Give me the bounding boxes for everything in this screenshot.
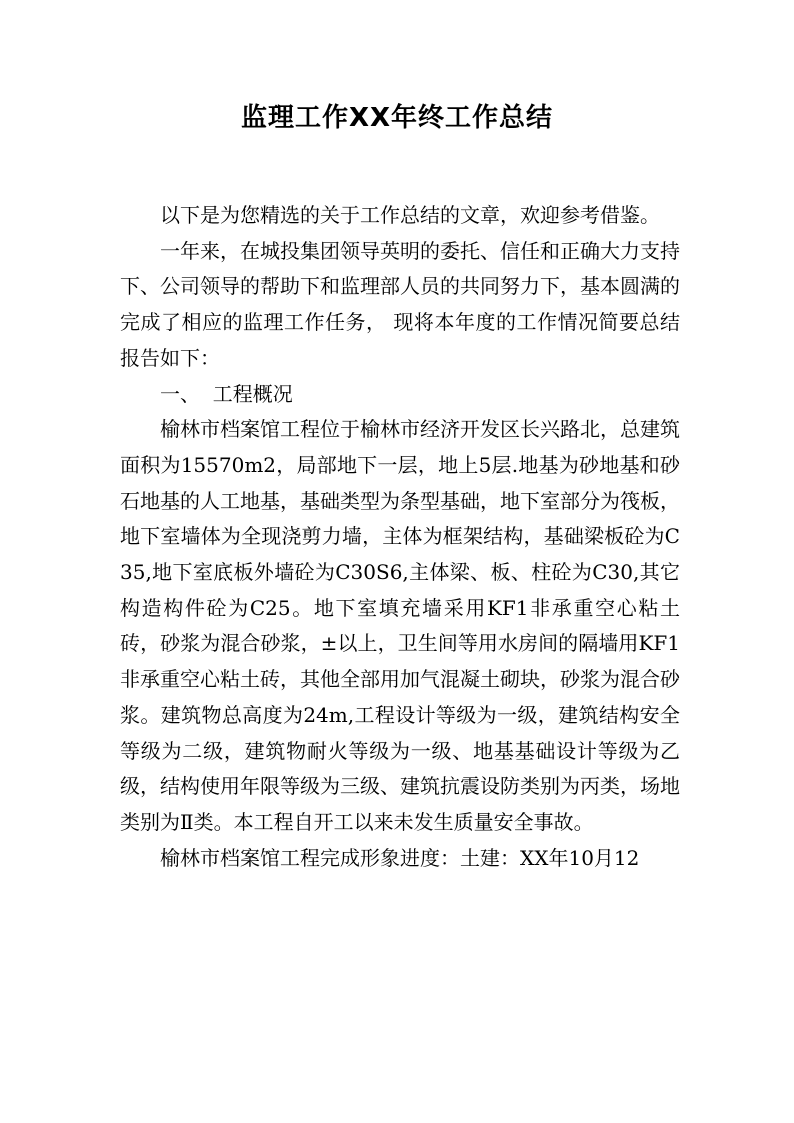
project-overview-paragraph: 榆林市档案馆工程位于榆林市经济开发区长兴路北，总建筑面积为15570m2，局部地下一层，地上5层.地基为砂地基和砂石地基的人工地基，基础类型为条型基础，地下室部分为筏板，地下室墙体为全现浇剪力墙，主体为框架结构，基础梁板砼为C35,地下室底板外墙砼为C30S6,主体梁、板、柱砼为C30,其它构造构件砼为C25。地下室填充墙采用KF1非承重空心粘土砖，砂浆为混合砂浆，±以上，卫生间等用水房间的隔墙用KF1非承重空心粘土砖，其他全部用加气混凝土砌块，砂浆为混合砂浆。建筑物总高度为24m,工程设计等级为一级，建筑结构安全等级为二级，建筑物耐火等级为一级、地基基础设计等级为乙级，结构使用年限等级为三级、建筑抗震设防类别为丙类，场地类别为Ⅱ类。本工程自开工以来未发生质量安全事故。 <box>120 417 680 834</box>
document-title: 监理工作XX年终工作总结 <box>240 103 554 133</box>
summary-paragraph: 一年来，在城投集团领导英明的委托、信任和正确大力支持下、公司领导的帮助下和监理部人员的共同努力下，基本圆满的完成了相应的监理工作任务， 现将本年度的工作情况简要总结报告如下： <box>120 238 680 370</box>
progress-paragraph: 榆林市档案馆工程完成形象进度：土建：XX年10月12 <box>160 845 640 870</box>
section-heading-project-overview: 一、 工程概况 <box>160 381 293 406</box>
document-body <box>120 198 680 876</box>
intro-paragraph: 以下是为您精选的关于工作总结的文章，欢迎参考借鉴。 <box>160 203 660 227</box>
